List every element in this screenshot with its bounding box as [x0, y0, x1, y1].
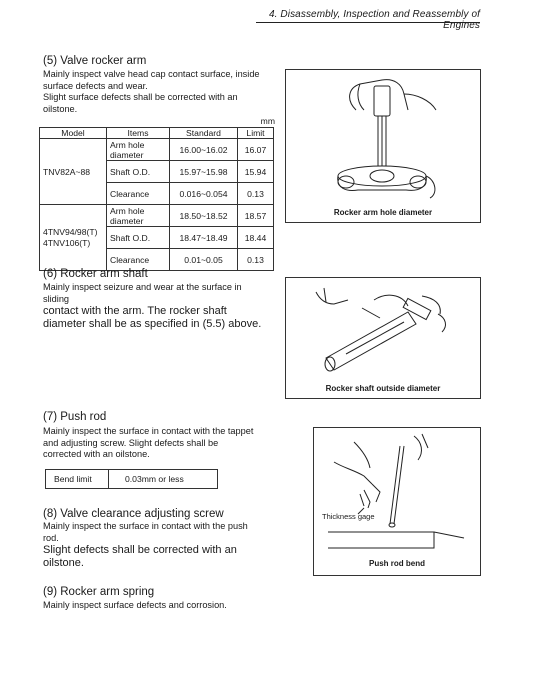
rocker-arm-gauge-illustration: [286, 70, 480, 222]
section-6-text: [43, 282, 261, 330]
figure-rocker-shaft: [285, 277, 481, 399]
item-cell: Shaft O.D.: [107, 227, 170, 249]
item-line: Arm hole: [110, 205, 145, 216]
item-cell: Clearance: [107, 249, 170, 271]
section-7-line: corrected with an oilstone.: [43, 449, 150, 459]
limit-cell: 0.13: [238, 249, 274, 271]
table-header-row: [40, 128, 274, 139]
section-6-line: sliding: [43, 293, 70, 304]
section-5-title: (5) Valve rocker arm: [43, 55, 147, 67]
section-8-line: oilstone.: [43, 556, 84, 569]
item-cell: Shaft O.D.: [107, 161, 170, 183]
limit-cell: 0.13: [238, 183, 274, 205]
header-limit: Limit: [238, 128, 274, 139]
header-items: Items: [107, 128, 170, 139]
section-8-text: [43, 521, 248, 569]
limit-cell: 18.57: [238, 205, 274, 227]
figure-2-caption: Rocker shaft outside diameter: [325, 384, 441, 393]
item-cell: [107, 139, 170, 161]
item-line: diameter: [110, 149, 144, 160]
section-7-line: Mainly inspect the surface in contact with the tappet: [43, 426, 254, 436]
section-5-line: Mainly inspect valve head cap contact surface, inside: [43, 69, 260, 79]
figure-rocker-arm-hole: [285, 69, 481, 223]
section-9-text: Mainly inspect surface defects and corrosion.: [43, 600, 227, 610]
figure-1-caption: Rocker arm hole diameter: [333, 208, 433, 217]
section-8-line: Mainly inspect the surface in contact with the push: [43, 521, 248, 531]
section-6-line: Mainly inspect seizure and wear at the surface in: [43, 282, 242, 292]
section-8-line: Slight defects shall be corrected with an: [43, 544, 237, 556]
model-cell: [40, 205, 107, 271]
standard-cell: 18.50~18.52: [170, 205, 238, 227]
section-5-text: [43, 69, 260, 115]
section-8-title: (8) Valve clearance adjusting screw: [43, 508, 224, 520]
section-8-line: rod.: [43, 532, 59, 543]
standard-cell: 18.47~18.49: [170, 227, 238, 249]
valve-rocker-table: [39, 127, 274, 271]
bend-limit-label: Bend limit: [46, 470, 109, 489]
table-unit: mm: [260, 116, 275, 126]
section-6-title: (6) Rocker arm shaft: [43, 268, 148, 280]
standard-cell: 0.016~0.054: [170, 183, 238, 205]
item-cell: Clearance: [107, 183, 170, 205]
header-model: Model: [40, 128, 107, 139]
section-7-line: and adjusting screw. Slight defects shall be: [43, 437, 219, 448]
figure-push-rod-bend: [313, 427, 481, 576]
bend-limit-table: [45, 469, 218, 489]
rocker-shaft-micrometer-illustration: [286, 278, 480, 398]
header-rule: [256, 22, 480, 23]
model-line: 4TNV94/98(T): [43, 226, 98, 237]
section-5-line: surface defects and wear.: [43, 80, 148, 91]
section-6-line: diameter shall be as specified in (5.5) above.: [43, 317, 262, 330]
section-5-line: oilstone.: [43, 103, 78, 114]
section-7-title: (7) Push rod: [43, 411, 107, 423]
header-standard: Standard: [170, 128, 238, 139]
item-line: Arm hole: [110, 139, 145, 150]
limit-cell: 18.44: [238, 227, 274, 249]
table-row: [46, 470, 218, 489]
page-header: 4. Disassembly, Inspection and Reassembly of Engines: [269, 9, 480, 31]
model-line: 4TNV106(T): [43, 237, 91, 248]
section-5-line: Slight surface defects shall be corrected with an: [43, 92, 238, 102]
limit-cell: 16.07: [238, 139, 274, 161]
standard-cell: 16.00~16.02: [170, 139, 238, 161]
figure-3-caption: Push rod bend: [369, 559, 425, 568]
push-rod-bend-illustration: [314, 428, 480, 575]
table-row: [40, 139, 274, 161]
item-cell: [107, 205, 170, 227]
item-line: diameter: [110, 215, 144, 226]
thickness-gage-label: Thickness gage: [322, 512, 375, 521]
model-cell: TNV82A~88: [40, 139, 107, 205]
section-6-line: contact with the arm. The rocker shaft: [43, 305, 227, 317]
limit-cell: 15.94: [238, 161, 274, 183]
table-row: [40, 205, 274, 227]
standard-cell: 0.01~0.05: [170, 249, 238, 271]
bend-limit-value: 0.03mm or less: [109, 470, 218, 489]
standard-cell: 15.97~15.98: [170, 161, 238, 183]
section-7-text: [43, 426, 253, 461]
section-9-title: (9) Rocker arm spring: [43, 586, 155, 598]
